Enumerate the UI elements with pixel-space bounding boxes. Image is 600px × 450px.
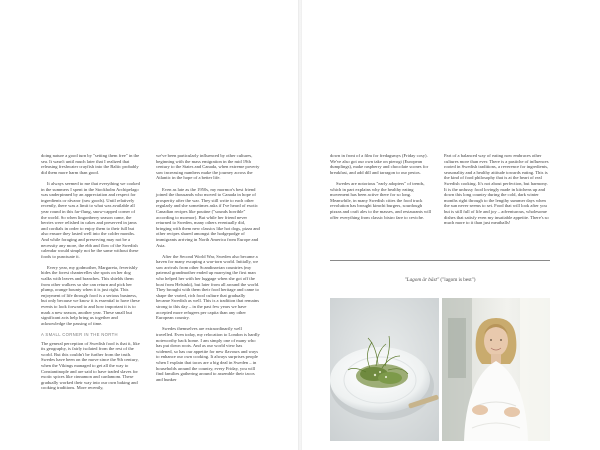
paragraph: Even as late as the 1950s, my mormor's best friend joined the thousands who moved to Canada in hope of prosperity after the war. They still write to each other regularly and she sometimes asks if I've heard of exotic Canadian recipes like poutine ("sounds horrible" according to mormor). But while her friend never returned to Sweden, many others eventually did, bringing with them new classics like hot dogs, pizza and other recipes shared amongst the hodgepodge of immigrants arriving in North America from Europe and Asia.	[156, 186, 260, 248]
portrait-illustration	[442, 298, 550, 441]
paragraph: doing nature a good turn by "setting them free" in the sea. It wasn't until much later that I realized that releasing freshwater crayfish into the Baltic probably did them more harm than good.	[41, 153, 140, 175]
pull-quote-swedish: "Lagom är bäst"	[404, 277, 440, 283]
section-heading: A SMALL CORNER IN THE NORTH	[41, 332, 118, 337]
paragraph: After the Second World War, Sweden also became a haven for many escaping a war-torn world. Initially, we saw arrivals from other Scandinavian countries (my paternal grandmother ended up marrying the first man who helped her with her luggage when she got off the boat from Helsinki), but later from all around the world. They brought with them their food heritage and came to shape the varied, rich food culture that gradually became Swedish as well. This is a tradition that remains strong to this day – in the past few years we have accepted more refugees per capita than any other European country.	[156, 253, 260, 321]
paragraph: Part of a balanced way of eating now embraces other cultures more than ever. There is a pastiche of influences rooted in Swedish traditions, a reverence for ingredients, seasonality and a healthy attitude towards eating. This is the kind of food philosophy that is at the heart of real Swedish cooking. It's not about perfection, but harmony. It is the unfussy food lovingly made in kitchens up and down this long country during the cold, dark winter months right through to the lengthy summer days when the sun never seems to set. Food that will look after you but is still full of life and joy – adventurous, wholesome dishes that satisfy even my insatiable appetite. There's so much more to it than just meatballs!	[444, 153, 549, 226]
left-page-column-1	[41, 153, 141, 397]
paragraph: Every year, my godmother, Margareta, feverishly hides the forest chanterelles she spots on her dog walks with leaves and branches. This shields them from other walkers so she can return and pick her plump, orange bounty when it is just right. This enjoyment of life through food is a serious business, but only because we know it is essential to have these events to look forward to and how important it is to mark a new season, another year. These small but significant acts help bring us together and acknowledge the passing of time.	[41, 264, 140, 326]
photo-portrait	[442, 298, 550, 441]
left-page-column-2	[156, 153, 260, 388]
pull-quote-english: ("lagom is best")	[439, 277, 476, 283]
paragraph: Swedes are notorious "early adopters" of trends, which in part explains why the healthy eating movement has been active there for so long. Meanwhile, in many Swedish cities the food truck revolution has brought kimchi burgers, sourdough pizzas and craft ales to the masses, and restaurants will offer everything from classic bistro fare to ceviche.	[330, 180, 432, 220]
paragraph: down in front of a film for fredagsmys (Friday cosy). We've also got our own take on pierogi (European dumplings), make raspberry and chocolate scones for breakfast, and add dill and tarragon to our pestos.	[330, 153, 429, 175]
paragraph: It always seemed to me that everything we cooked in the summers I spent in the Stockholm Archipelago was underpinned by an appreciation and respect for ingredients or råvaror (raw goods). Until relatively recently, there was a limit to what was available all year round in this far-flung, snow-capped corner of the world. So when lingonberry season came, the berries were relished in cakes and preserved in jams and cordials in order to enjoy them to their full but also ensure they lasted well into the colder months. And while foraging and preserving may not be a necessity any more, the ebb and flow of the Swedish calendar would simply not be the same without these foods to punctuate it.	[41, 180, 140, 259]
divider-rule	[330, 260, 550, 261]
right-page-column-2	[444, 153, 550, 231]
right-page-column-1	[330, 153, 433, 226]
paragraph: The general perception of Swedish food is that it, like its geography, is fairly isolated from the rest of the world. But this couldn't be further from the truth. Swedes have been on the move since the 9th century, when the Vikings managed to get all the way to Constantinople and are said to have traded slaves for exotic spices like cinnamon and cardamom. These gradually worked their way into our own baking and cooking traditions. More recently,	[41, 340, 140, 391]
pull-quote	[330, 277, 550, 283]
plate-illustration	[330, 298, 439, 441]
book-gutter	[298, 0, 302, 450]
photo-plate-of-greens	[330, 298, 439, 441]
paragraph: Swedes themselves are extraordinarily well travelled. Even today, my relocation to London is hardly noteworthy back home. I am simply one of many who has put down roots. And as our world view has widened, so has our appetite for new flavours and ways to enhance our own cooking. It always surprises people when I explain that tacos are a big deal in Sweden – in households around the country, every Friday, you will find families gathering around to assemble their tacos and hunker	[156, 326, 260, 382]
paragraph: we've been particularly influenced by other cultures, beginning with the mass emigration in the mid 19th century to the States and Canada, when extreme poverty saw increasing numbers make the journey across the Atlantic in the hope of a better life.	[156, 153, 260, 181]
